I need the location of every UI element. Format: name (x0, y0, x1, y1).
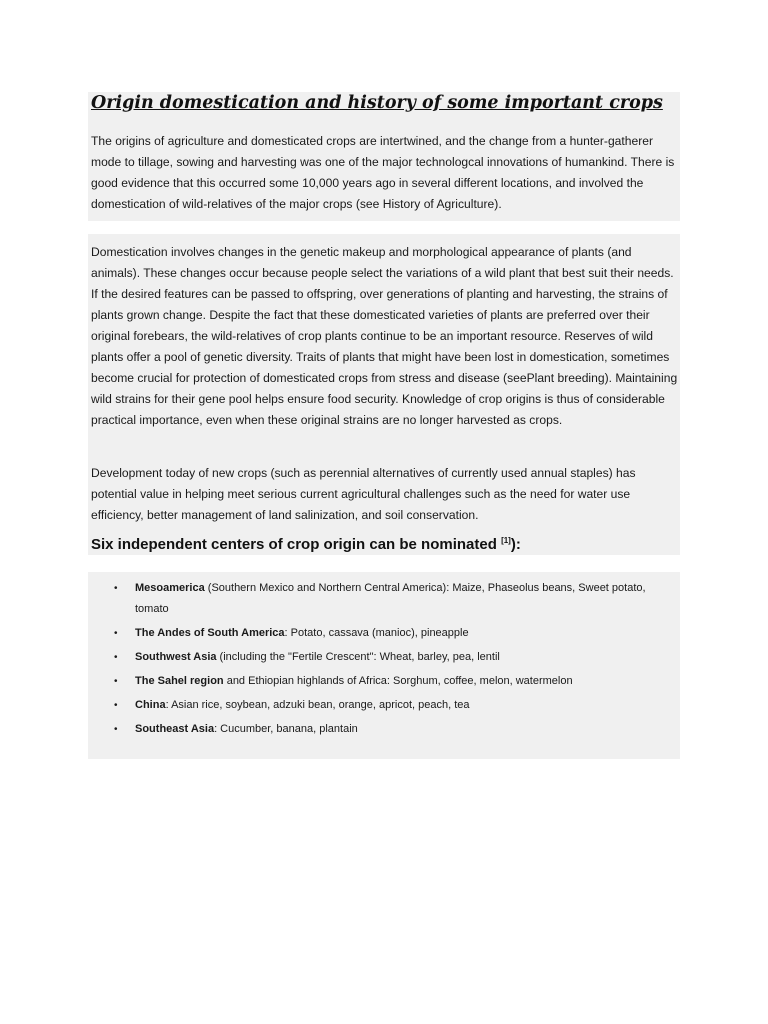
centers-heading-suffix: ): (510, 536, 521, 553)
center-crops: : Asian rice, soybean, adzuki bean, orange, apricot, peach, tea (165, 699, 470, 711)
center-name: China (135, 699, 166, 711)
domestication-paragraph: Domestication involves changes in the genetic makeup and morphological appearance of plants (and animals). These changes occur because people select the variations of a wild plant that best suit their needs. If the desired features can be passed to offspring, over generations of planting and harvesting, the strains of plants grown change. Despite the fact that these domesticated varieties of plants are preferred over their original forebears, the wild-relatives of crop plants continue to be an important resource. Reserves of wild plants offer a pool of genetic diversity. Traits of plants that might have been lost in domestication, sometimes become crucial for protection of domesticated crops from stress and disease (seePlant breeding). Maintaining wild strains for their gene pool helps ensure food security. Knowledge of crop origins is thus of considerable practical importance, even when these original strains are no longer harvested as crops. (91, 245, 678, 427)
intro-paragraph: The origins of agriculture and domesticated crops are intertwined, and the change from a hunter-gatherer mode to tillage, sowing and harvesting was one of the major technologcal innovations of humankind. There is good evidence that this occurred some 10,000 years ago in several different locations, and involved the domestication of wild-relatives of the major crops (see History of Agriculture). (91, 134, 675, 211)
bullet-icon: • (114, 676, 118, 687)
list-item (91, 671, 671, 692)
bullet-icon: • (114, 583, 118, 594)
bullet-icon: • (114, 700, 118, 711)
bullet-icon: • (114, 724, 118, 735)
centers-heading (91, 536, 521, 553)
center-crops: : Cucumber, banana, plantain (214, 723, 358, 735)
list-item (91, 695, 671, 716)
center-crops: (including the "Fertile Crescent": Wheat, barley, pea, lentil (216, 651, 500, 663)
center-name: Southwest Asia (135, 651, 217, 663)
center-name: The Sahel region (135, 675, 224, 687)
centers-heading-text: Six independent centers of crop origin can be nominated (91, 536, 502, 553)
list-item (91, 647, 671, 668)
center-name: Mesoamerica (135, 582, 205, 594)
bullet-icon: • (114, 652, 118, 663)
page-title: Origin domestication and history of some important crops (91, 93, 663, 113)
crop-centers-list (91, 578, 671, 743)
center-name: Southeast Asia (135, 723, 215, 735)
citation-link[interactable]: [1] (501, 536, 511, 545)
list-item (91, 623, 671, 644)
list-item (91, 578, 671, 620)
center-crops: : Potato, cassava (manioc), pineapple (284, 627, 469, 639)
list-item (91, 719, 671, 740)
bullet-icon: • (114, 628, 118, 639)
center-crops: and Ethiopian highlands of Africa: Sorghum, coffee, melon, watermelon (223, 675, 573, 687)
center-name: The Andes of South America (135, 627, 285, 639)
center-crops: (Southern Mexico and Northern Central America): Maize, Phaseolus beans, Sweet potato, tomato (135, 582, 646, 615)
development-paragraph: Development today of new crops (such as perennial alternatives of currently used annual staples) has potential value in helping meet serious current agricultural challenges such as the need for water use efficiency, better management of land salinization, and soil conservation. (91, 466, 636, 522)
